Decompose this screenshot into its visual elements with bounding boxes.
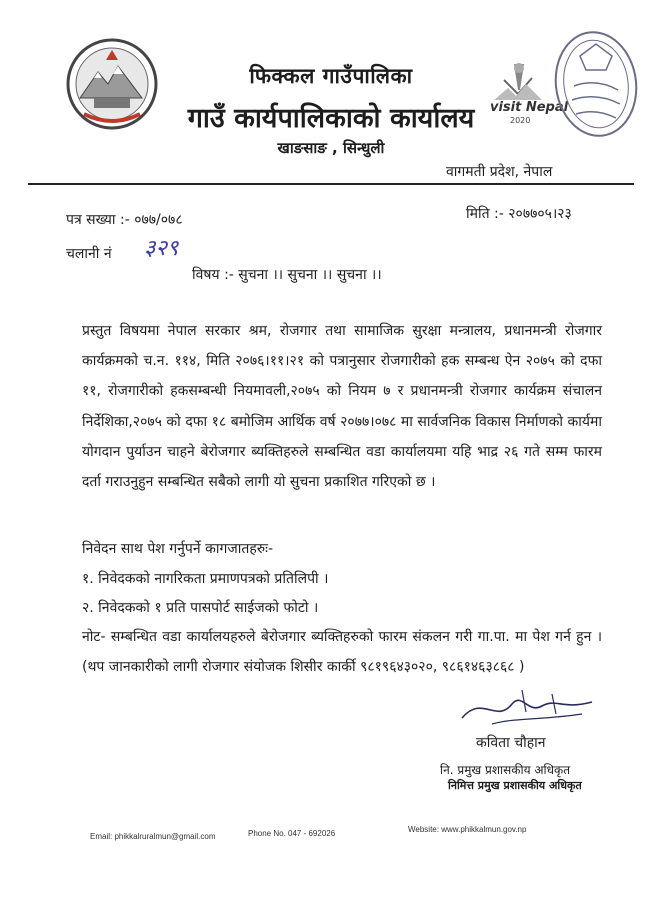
letter-number-label: पत्र सख्या :- (66, 212, 130, 228)
province-line: वागमती प्रदेश, नेपाल (446, 164, 553, 180)
footer-phone: Phone No. 047 - 692026 (248, 829, 336, 838)
body-paragraph: प्रस्तुत विषयमा नेपाल सरकार श्रम, रोजगार तथा सामाजिक सुरक्षा मन्त्रालय, प्रधानमन्त्री रोजगार कार्यक्रमको च.न. ११४, मिति २०७६।११।२१ को पत्रानुसार रोजगारीको हक सम्बन्ध ऐन २०७५ को दफा ११, रोजगारीको हकसम्बन्धी नियमावली,२०७५ को नियम ७ र प्रधानमन्त्री रोजगार कार्यक्रम संचालन निर्देशिका,२०७५ को दफा १८ बमोजिम आर्थिक वर्ष २०७७।०७८ मा सार्वजनिक विकास निर्माणको कार्यमा योगदान पुर्याउन चाहने बेरोजगार ब्यक्तिहरुले सम्बन्धित वडा कार्यालयमा यहि भाद्र २६ गते सम्म फारम दर्ता गराउनुहुन सम्बन्धित सबैको लागी यो सुचना प्रकाशित गरिएको छ । (82, 323, 602, 491)
letter-date-label: मिति :- (466, 206, 504, 222)
footer-website: Website: www.phikkalmun.gov.np (408, 825, 527, 834)
header-divider (28, 183, 634, 185)
subject-line: विषय :- सुचना ।। सुचना ।। सुचना ।। (192, 267, 382, 283)
office-seal-stamp-icon (550, 26, 642, 142)
office-location: खाङसाङ , सिन्धुली (277, 139, 385, 157)
footer-email: Email: phikkalruralmun@gmail.com (90, 832, 216, 841)
document-item: २. निवेदकको १ प्रति पासपोर्ट साईजको फोटो । (82, 600, 319, 616)
document-item: १. निवेदकको नागरिकता प्रमाणपत्रको प्रतिलिपी । (82, 571, 329, 587)
dispatch-number-handwritten: ३२९ (144, 236, 179, 261)
signatory-post-stamp: निमित्त प्रमुख प्रशासकीय अधिकृत (448, 779, 582, 792)
letter-number-value: ०७७/०७८ (134, 212, 183, 228)
visit-nepal-year: 2020 (510, 116, 531, 125)
dispatch-number-label: चलानी नं (66, 246, 112, 262)
letter-date-value: २०७७०५।२३ (508, 206, 572, 222)
signatory-name: कविता चौहान (476, 735, 546, 751)
documents-intro: निवेदन साथ पेश गर्नुपर्ने कागजातहरुः- (82, 541, 274, 557)
office-name: फिक्कल गाउँपालिका (249, 64, 413, 88)
office-title: गाउँ कार्यपालिकाको कार्यालय (187, 103, 475, 134)
letter-date (466, 204, 572, 223)
letter-number (66, 210, 183, 229)
visit-nepal-title: visit Nepal (490, 100, 569, 115)
handwritten-signature-icon (452, 684, 602, 730)
note-paragraph: नोट- सम्बन्धित वडा कार्यालयहरुले बेरोजगार ब्यक्तिहरुको फारम संकलन गरी गा.पा. मा पेश गर्न हुन । (थप जानकारीको लागी रोजगार संयोजक शिसीर कार्की ९८१९६४३०२०, ९८६१४६३८६८ ) (82, 629, 602, 676)
signatory-post: नि. प्रमुख प्रशासकीय अधिकृत (440, 763, 571, 777)
dispatch-number (66, 244, 112, 263)
